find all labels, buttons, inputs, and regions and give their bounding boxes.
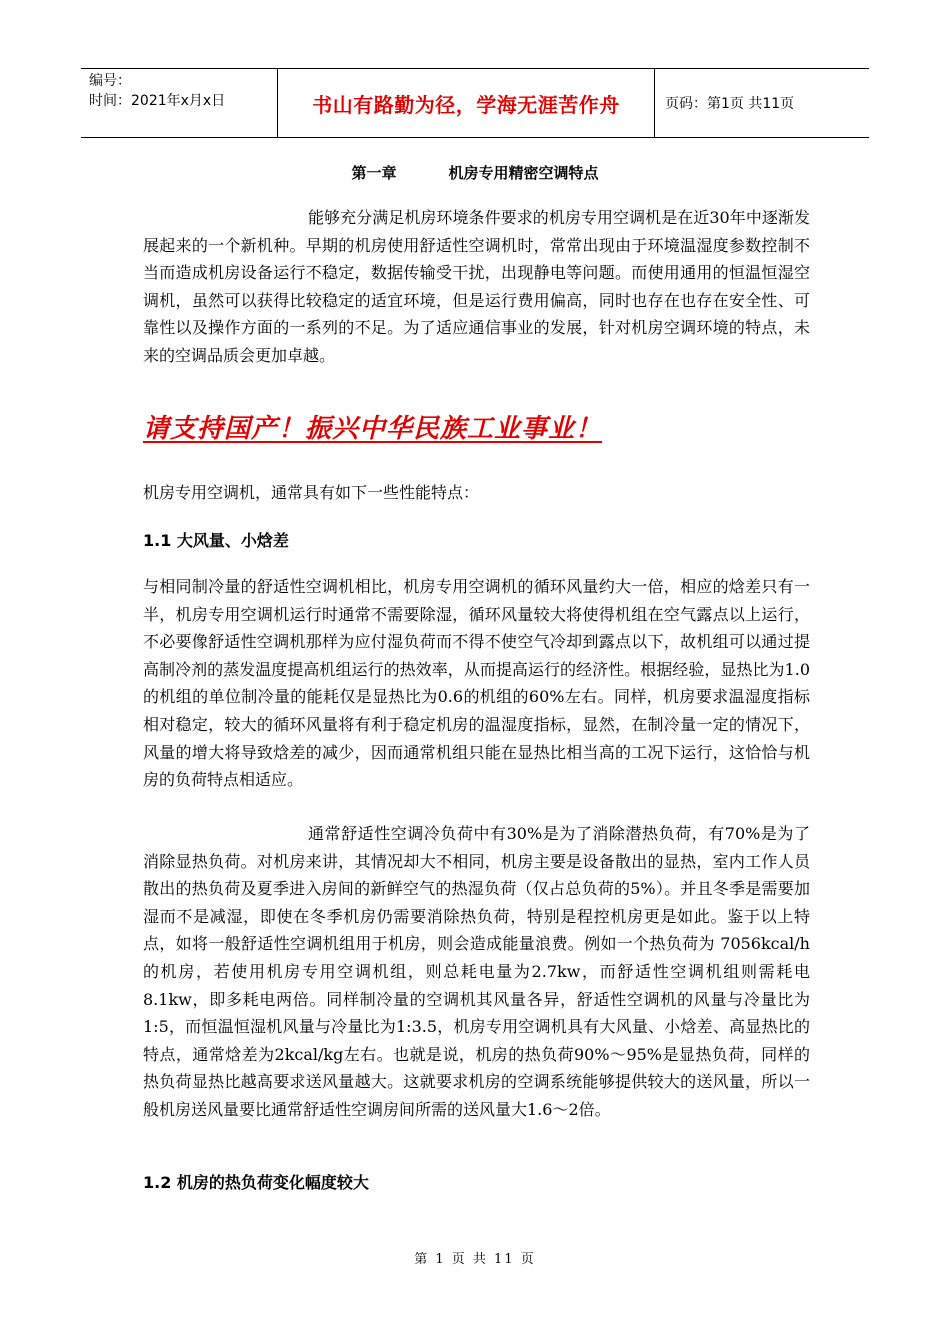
section-1-1-heading: 1.1 大风量、小焓差 [143, 531, 289, 550]
section-1-2-heading: 1.2 机房的热负荷变化幅度较大 [143, 1173, 369, 1192]
section-1-1-paragraph-1: 与相同制冷量的舒适性空调机相比，机房专用空调机的循环风量约大一倍，相应的焓差只有一半，机房专用空调机运行时通常不需要除湿，循环风量较大将使得机组在空气露点以上运行，不必要像舒适性空调机那样为应付湿负荷而不得不使空气冷却到露点以下，故机组可以通过提高制冷剂的蒸发温度提高机组运行的热效率，从而提高运行的经济性。根据经验，显热比为1.0的机组的单位制冷量的能耗仅是显热比为0.6的机组的60%左右。同样，机房要求温湿度指标相对稳定，较大的循环风量将有利于稳定机房的温湿度指标，显然，在制冷量一定的情况下，风量的增大将导致焓差的减少，因而通常机组只能在显热比相当高的工况下运行，这恰恰与机房的负荷特点相适应。 [143, 577, 810, 790]
header-motto-cell [278, 69, 655, 137]
document-code-label: 编号： [89, 73, 131, 89]
header-motto: 书山有路勤为径，学海无涯苦作舟 [312, 92, 620, 117]
header-page-cell [655, 69, 869, 137]
features-intro: 机房专用空调机，通常具有如下一些性能特点： [143, 483, 480, 502]
chapter-number: 第一章 [351, 164, 397, 182]
document-time-label: 时间：2021年x月x日 [89, 93, 226, 109]
slogan: 请支持国产！振兴中华民族工业事业！ [143, 414, 603, 444]
header-page-info: 页码：第1页 共11页 [665, 96, 795, 112]
chapter-heading [0, 162, 950, 183]
page-footer: 第 1 页 共 11 页 [414, 1252, 536, 1267]
header-meta-cell [81, 69, 278, 137]
intro-paragraph: 能够充分满足机房环境条件要求的机房专用空调机是在近30年中逐渐发展起来的一个新机种。早期的机房使用舒适性空调机时，常常出现由于环境温湿度参数控制不当而造成机房设备运行不稳定，数据传输受干扰，出现静电等问题。而使用通用的恒温恒湿空调机，虽然可以获得比较稳定的适宜环境，但是运行费用偏高，同时也存在也存在安全性、可靠性以及操作方面的一系列的不足。为了适应通信事业的发展，针对机房空调环境的特点，未来的空调品质会更加卓越。 [143, 208, 810, 365]
chapter-title: 机房专用精密空调特点 [448, 164, 599, 182]
section-1-1-paragraph-2: 通常舒适性空调冷负荷中有30%是为了消除潜热负荷，有70%是为了消除显热负荷。对机房来讲，其情况却大不相同，机房主要是设备散出的显热，室内工作人员散出的热负荷及夏季进入房间的新鲜空气的热湿负荷（仅占总负荷的5%）。并且冬季是需要加湿而不是减湿，即使在冬季机房仍需要消除热负荷，特别是程控机房更是如此。鉴于以上特点，如将一般舒适性空调机组用于机房，则会造成能量浪费。例如一个热负荷为 7056kcal/h的机房，若使用机房专用空调机组，则总耗电量为2.7kw，而舒适性空调机组则需耗电8.1kw，即多耗电两倍。同样制冷量的空调机其风量各异，舒适性空调机的风量与冷量比为1:5，而恒温恒湿机风量与冷量比为1:3.5，机房专用空调机具有大风量、小焓差、高显热比的特点，通常焓差为2kcal/kg左右。也就是说，机房的热负荷90%～95%是显热负荷，同样的热负荷显热比越高要求送风量越大。这就要求机房的空调系统能够提供较大的送风量，所以一般机房送风量要比通常舒适性空调房间所需的送风量大1.6～2倍。 [143, 824, 810, 1119]
header-table [81, 68, 869, 138]
